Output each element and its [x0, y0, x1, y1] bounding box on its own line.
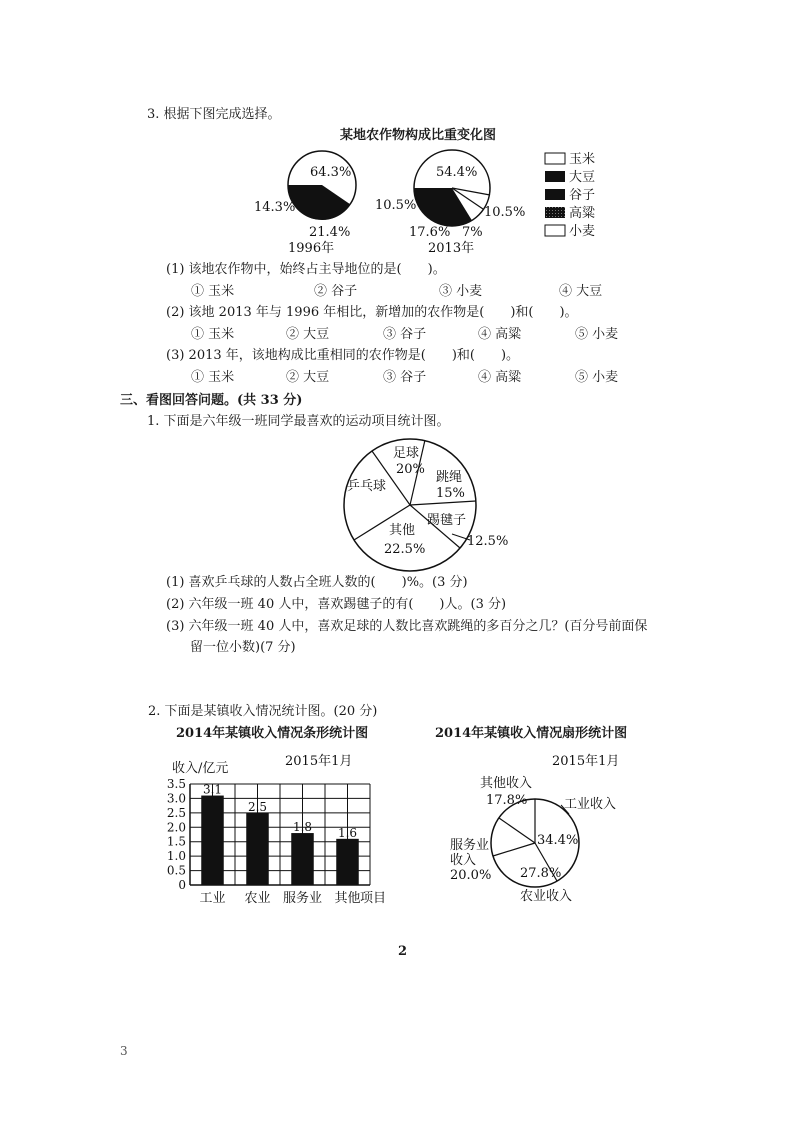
- income-percent-service: 20.0%: [450, 868, 492, 883]
- sports-sub2: (2) 六年级一班 40 人中，喜欢踢毽子的有( )人。(3 分): [166, 597, 507, 612]
- q3-sub1: (1) 该地农作物中，始终占主导地位的是( )。: [166, 262, 446, 277]
- bar-chart-ylabel: 收入/亿元: [172, 761, 229, 776]
- income-percent-other: 17.8%: [486, 793, 528, 808]
- legend-millet: 谷子: [569, 188, 596, 203]
- sports-percent-football: 20%: [396, 462, 425, 477]
- sports-sub3-line1: (3) 六年级一班 40 人中，喜欢足球的人数比喜欢跳绳的多百分之几？(百分号前面保: [166, 619, 648, 634]
- bar-ytick-label: 1.5: [166, 834, 186, 849]
- income-percent-industry: 34.4%: [537, 833, 579, 848]
- pie-2013-label-17: 17.6%: [409, 225, 451, 240]
- sports-percent-rope: 15%: [436, 486, 465, 501]
- section3-heading: 三、看图回答问题。(共 33 分): [120, 393, 303, 408]
- sports-label-shuttlecock: 踢毽子: [427, 513, 467, 528]
- income-question-intro: 2. 下面是某镇收入情况统计图。(20 分): [148, 704, 378, 719]
- income-bar-title: 2014年某镇收入情况条形统计图: [176, 726, 369, 741]
- q3-sub2-opt3: ③ 谷子: [383, 327, 427, 342]
- q3-sub3-opt2: ② 大豆: [286, 370, 330, 385]
- q3-sub2: (2) 该地 2013 年与 1996 年相比，新增加的农作物是( )和( )。: [166, 305, 578, 320]
- legend-soybean: 大豆: [569, 170, 596, 185]
- pie-1996-label-64: 64.3%: [310, 165, 352, 180]
- sports-sub3-line2: 留一位小数)(7 分): [190, 640, 296, 655]
- q3-sub2-opt4: ④ 高粱: [478, 327, 522, 342]
- q3-sub3-opt4: ④ 高粱: [478, 370, 522, 385]
- bar-ytick-label: 0.5: [166, 863, 186, 878]
- income-bar-chart: [150, 748, 410, 908]
- sports-label-football: 足球: [393, 446, 420, 461]
- income-percent-agri: 27.8%: [520, 866, 562, 881]
- bar-chart-xlabel: 项目: [360, 891, 387, 906]
- bar-category-label: 服务业: [282, 891, 323, 906]
- pie-2013-label-10b: 10.5%: [484, 205, 526, 220]
- bar-ytick-label: 3.0: [166, 791, 186, 806]
- pie-2013-label-7: 7%: [462, 225, 483, 240]
- bar-4: [336, 839, 359, 885]
- income-pie-title: 2014年某镇收入情况扇形统计图: [435, 726, 628, 741]
- pie-1996-label-14: 14.3%: [254, 200, 296, 215]
- income-label-service-1: 服务业: [450, 838, 490, 853]
- bar-value-label: 2.5: [247, 799, 268, 814]
- bar-categories: [199, 890, 360, 906]
- pie-2013-caption: 2013年: [428, 241, 475, 256]
- bar-ytick-label: 2.5: [166, 805, 186, 820]
- bar-value-label: 3.1: [202, 782, 223, 797]
- income-pie-chart: [430, 748, 650, 908]
- income-pie-date: 2015年1月: [552, 754, 620, 769]
- income-label-other: 其他收入: [480, 776, 533, 791]
- bar-ytick-label: 2.0: [166, 820, 186, 835]
- bar-category-label: 农业: [244, 891, 271, 906]
- sports-label-pingpong: 乒乓球: [347, 479, 387, 494]
- bar-category-label: 工业: [199, 891, 226, 906]
- q3-sub3: (3) 2013 年，该地构成比重相同的农作物是( )和( )。: [166, 348, 520, 363]
- income-label-agri: 农业收入: [520, 889, 573, 904]
- q3-heading: 3. 根据下图完成选择。: [147, 107, 281, 122]
- crop-legend: [545, 151, 596, 239]
- bar-ytick-label: 3.5: [166, 777, 186, 791]
- q3-sub1-opt2: ② 谷子: [314, 284, 358, 299]
- bar-2: [246, 813, 269, 885]
- bar-ytick-label: 0: [178, 878, 186, 892]
- legend-wheat: 小麦: [569, 224, 596, 239]
- footer-number: 3: [120, 1044, 128, 1058]
- q3-sub2-opt2: ② 大豆: [286, 327, 330, 342]
- legend-sorghum: 高粱: [569, 206, 596, 221]
- legend-corn: 玉米: [569, 152, 596, 167]
- bar-value-label: 1.8: [292, 820, 313, 835]
- bar-3: [291, 833, 314, 885]
- sports-sub1: (1) 喜欢乒乓球的人数占全班人数的( )%。(3 分): [166, 575, 468, 590]
- q3-sub1-opt4: ④ 大豆: [559, 284, 603, 299]
- income-label-industry: 工业收入: [564, 797, 617, 812]
- pie-1996-label-21: 21.4%: [309, 225, 351, 240]
- bar-category-label: 其他: [334, 891, 361, 906]
- income-label-service-2: 收入: [450, 853, 477, 868]
- bar-ytick-label: 1.0: [166, 849, 186, 864]
- bar-chart-date: 2015年1月: [285, 754, 353, 769]
- pie-2013-label-54: 54.4%: [436, 165, 478, 180]
- sports-pie-chart: [0, 430, 794, 580]
- sports-percent-other: 22.5%: [384, 542, 426, 557]
- q3-sub2-opt5: ⑤ 小麦: [575, 327, 619, 342]
- bar-ticks: [167, 777, 186, 892]
- q3-sub1-opt1: ① 玉米: [191, 284, 235, 299]
- q3-sub3-opt3: ③ 谷子: [383, 370, 427, 385]
- sports-percent-shuttlecock: 12.5%: [467, 534, 509, 549]
- pie-1996-caption: 1996年: [288, 241, 335, 256]
- pie-2013-label-10a: 10.5%: [375, 198, 417, 213]
- sports-label-other: 其他: [389, 523, 416, 538]
- sports-label-rope: 跳绳: [436, 470, 463, 485]
- q3-sub1-opt3: ③ 小麦: [439, 284, 483, 299]
- q3-sub3-opt1: ① 玉米: [191, 370, 235, 385]
- crop-pie-charts: [0, 0, 794, 260]
- sports-question-intro: 1. 下面是六年级一班同学最喜欢的运动项目统计图。: [147, 414, 450, 429]
- q3-sub3-opt5: ⑤ 小麦: [575, 370, 619, 385]
- crop-chart-title: 某地农作物构成比重变化图: [340, 128, 497, 143]
- q3-sub2-opt1: ① 玉米: [191, 327, 235, 342]
- page-number: 2: [398, 944, 408, 959]
- bar-1: [201, 796, 224, 885]
- bar-value-label: 1.6: [337, 825, 358, 840]
